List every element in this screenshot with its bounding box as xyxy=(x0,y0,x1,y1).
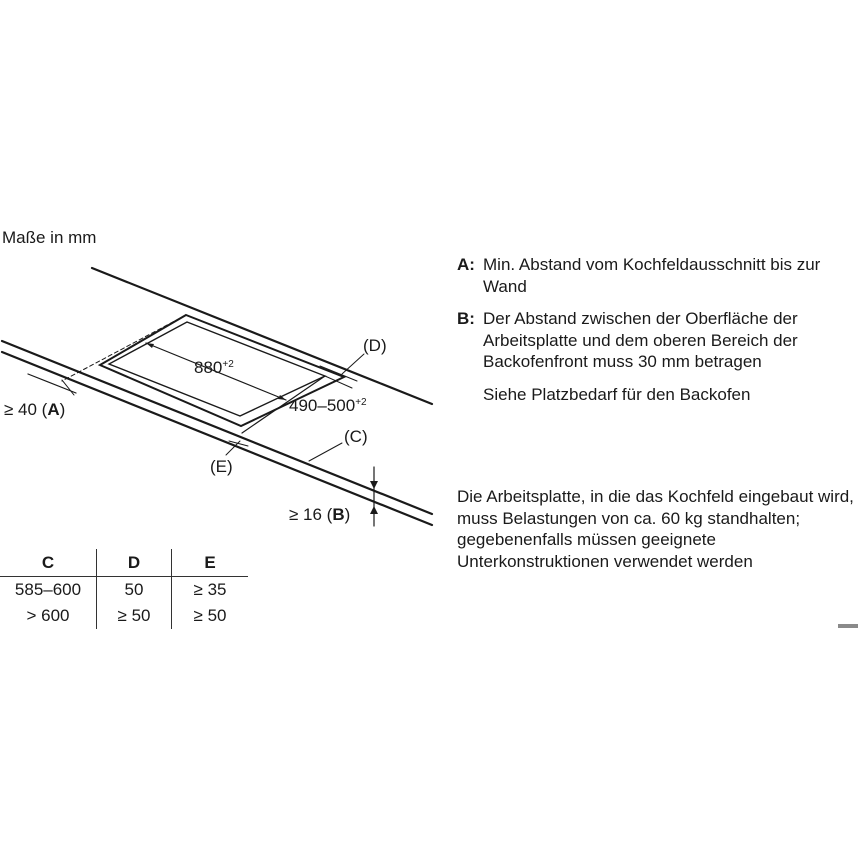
dim-d-label: (D) xyxy=(363,336,387,355)
table-cell: 50 xyxy=(97,577,172,604)
dimension-table xyxy=(0,549,248,629)
table-row xyxy=(0,577,248,604)
legend xyxy=(457,254,857,405)
table-cell: 585–600 xyxy=(14,580,82,599)
page-continuation-mark xyxy=(838,624,858,628)
dim-b-label: ≥ 16 (B) xyxy=(289,505,351,524)
legend-key-a: A: xyxy=(457,255,475,274)
legend-text-b: Der Abstand zwischen der Oberfläche der Arbeitsplatte und dem oberen Bereich der Backofenfront muss 30 mm betragen xyxy=(483,309,798,371)
dim-880-arrow-left xyxy=(146,343,154,348)
table-cell: ≥ 50 xyxy=(193,606,227,625)
legend-note-b: Siehe Platzbedarf für den Backofen xyxy=(483,384,751,404)
units-note: Maße in mm xyxy=(2,228,97,247)
table-cell: ≥ 50 xyxy=(97,603,172,629)
legend-item-a xyxy=(457,254,857,297)
legend-item-b xyxy=(457,308,857,373)
legend-text-a: Min. Abstand vom Kochfeldausschnitt bis zur Wand xyxy=(483,255,821,296)
worktop-load-note: Die Arbeitsplatte, in die das Kochfeld eingebaut wird, muss Belastungen von ca. 60 kg standhalten; gegebenenfalls müssen geeignete Unterkonstruktionen verwendet werden xyxy=(457,487,854,571)
dim-a-line xyxy=(28,374,76,393)
table-header-row xyxy=(0,549,248,577)
dim-b-arrow-top xyxy=(370,481,378,489)
projection-dashed-line xyxy=(62,315,186,381)
dim-b-arrow-bottom xyxy=(370,506,378,514)
dim-e-label: (E) xyxy=(210,457,233,476)
dim-490-label: $490-500^{+2}$ xyxy=(289,396,367,415)
table-row xyxy=(0,603,248,629)
dim-c-leader xyxy=(309,443,342,461)
dim-c-label: (C) xyxy=(344,427,368,446)
table-cell: > 600 xyxy=(26,606,70,625)
table-header-c: C xyxy=(0,549,97,577)
dim-a-leader xyxy=(62,380,74,395)
dim-880-label: $880^{+2}$ xyxy=(194,358,234,377)
table-header-d: D xyxy=(97,549,172,577)
legend-key-b: B: xyxy=(457,309,475,328)
dim-a-label: ≥ 40 (A) xyxy=(4,400,66,419)
dim-d-leader xyxy=(342,354,364,374)
table-cell: ≥ 35 xyxy=(193,580,227,599)
table-header-e: E xyxy=(172,549,249,577)
